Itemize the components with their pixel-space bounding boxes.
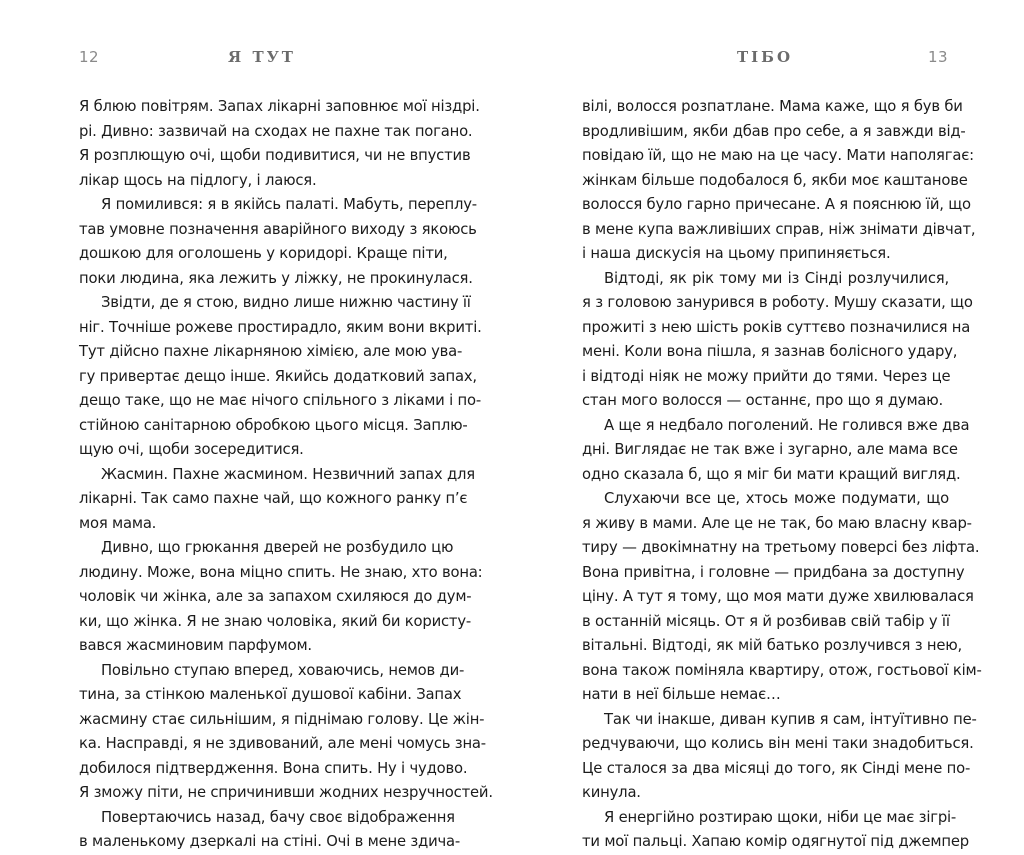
text-line: Повільно ступаю вперед, ховаючись, немов ди- bbox=[101, 661, 465, 679]
text-line: дні. Виглядає не так вже і зугарно, але мама все bbox=[582, 441, 958, 458]
running-head: ТІБО bbox=[737, 48, 794, 66]
right-page bbox=[512, 0, 1024, 850]
body-text bbox=[582, 95, 982, 855]
text-line: чоловік чи жінка, але за запахом схиляюся до дум- bbox=[79, 588, 472, 605]
text-line: я з головою занурився в роботу. Мушу сказати, що bbox=[582, 294, 973, 311]
text-line: волосся було гарно причесане. А я пояснюю їй, що bbox=[582, 196, 971, 213]
text-line: Відтоді, як рік тому ми із Сінді розлучилися, bbox=[604, 269, 949, 287]
text-line: вілі, волосся розпатлане. Мама каже, що я був би bbox=[582, 98, 963, 115]
text-line: людину. Може, вона міцно спить. Не знаю, хто вона: bbox=[79, 563, 483, 581]
text-line: одно сказала б, що я міг би мати кращий вигляд. bbox=[582, 465, 961, 483]
text-line: Слухаючи все це, хтось може подумати, що bbox=[604, 490, 949, 507]
text-line: рі. Дивно: зазвичай на сходах не пахне так погано. bbox=[79, 122, 473, 140]
text-line: повідаю їй, що не маю на це часу. Мати наполягає: bbox=[582, 147, 974, 164]
body-text bbox=[79, 95, 493, 855]
page-number: 12 bbox=[79, 48, 100, 66]
text-line: ти мої пальці. Хапаю комір одягнутої під джемпер bbox=[582, 833, 969, 850]
text-line: тина, за стінкою маленької душової кабіни. Запах bbox=[79, 686, 462, 703]
text-line: стан мого волосся — останнє, про що я думаю. bbox=[582, 392, 944, 409]
left-page bbox=[0, 0, 512, 850]
text-line: Звідти, де я стою, видно лише нижню частину її bbox=[101, 294, 471, 311]
text-line: ки, що жінка. Я не знаю чоловіка, який би користу- bbox=[79, 612, 472, 630]
text-line: Це сталося за два місяці до того, як Сінді мене по- bbox=[582, 759, 971, 777]
text-line: гу привертає дещо інше. Якийсь додатковий запах, bbox=[79, 367, 477, 385]
text-line: добилося підтвердження. Вона спить. Ну і чудово. bbox=[79, 759, 468, 777]
text-line: вітальні. Відтоді, як мій батько розлучився з нею, bbox=[582, 637, 963, 654]
text-line: вався жасминовим парфумом. bbox=[79, 637, 312, 654]
running-head: Я ТУТ bbox=[228, 48, 296, 66]
text-line: і наша дискусія на цьому припиняється. bbox=[582, 245, 891, 262]
text-line: Повертаючись назад, бачу своє відображення bbox=[101, 808, 455, 826]
text-line: вона також поміняла квартиру, отож, гостьової кім- bbox=[582, 661, 982, 679]
text-line: А ще я недбало поголений. Не голився вже два bbox=[604, 416, 970, 434]
text-line: прожиті з нею шість років суттєво позначилися на bbox=[582, 318, 971, 336]
page-number: 13 bbox=[928, 48, 949, 66]
text-line: мені. Коли вона пішла, я зазнав болісного удару, bbox=[582, 343, 958, 360]
text-line: ка. Насправді, я не здивований, але мені чомусь зна- bbox=[79, 735, 486, 752]
text-line: Я зможу піти, не спричинивши жодних незручностей. bbox=[79, 784, 493, 801]
text-line: жінкам більше подобалося б, якби моє каштанове bbox=[582, 171, 968, 189]
text-line: тав умовне позначення аварійного виходу з якоюсь bbox=[79, 220, 477, 238]
text-line: Я розплющую очі, щоби подивитися, чи не впустив bbox=[79, 147, 471, 164]
text-line: Так чи інакше, диван купив я сам, інтуїтивно пе- bbox=[604, 710, 977, 728]
text-line: щую очі, щоби зосередитися. bbox=[79, 441, 304, 458]
text-line: Я енергійно розтираю щоки, ніби це має зігрі- bbox=[604, 808, 957, 826]
text-line: тиру — двокімнатну на третьому поверсі без ліфта. bbox=[582, 539, 980, 556]
text-line: дещо таке, що не має нічого спільного з ліками і по- bbox=[79, 392, 481, 409]
text-line: Я блюю повітрям. Запах лікарні заповнює мої ніздрі. bbox=[79, 98, 480, 115]
text-line: редчуваючи, що колись він мені таки знадобиться. bbox=[582, 735, 974, 752]
text-line: лікар щось на підлогу, і лаюся. bbox=[79, 171, 317, 189]
text-line: я живу в мами. Але це не так, бо маю власну квар- bbox=[582, 514, 972, 532]
text-line: Жасмин. Пахне жасмином. Незвичний запах для bbox=[101, 465, 475, 483]
text-line: Тут дійсно пахне лікарняною хімією, але мою ува- bbox=[79, 343, 463, 360]
text-line: і відтоді ніяк не можу прийти до тями. Через це bbox=[582, 367, 951, 385]
text-line: в маленькому дзеркалі на стіні. Очі в мене здича- bbox=[79, 833, 461, 850]
text-line: Я помилився: я в якійсь палаті. Мабуть, переплу- bbox=[101, 196, 477, 213]
text-line: жасмину стає сильнішим, я піднімаю голову. Це жін- bbox=[79, 710, 485, 728]
text-line: ціну. А тут я тому, що моя мати дуже хвилювалася bbox=[582, 588, 974, 605]
text-line: ніг. Точніше рожеве простирадло, яким вони вкриті. bbox=[79, 318, 482, 336]
text-line: Дивно, що грюкання дверей не розбудило цю bbox=[101, 539, 454, 556]
text-line: вродливішим, якби дбав про себе, а я завжди від- bbox=[582, 122, 966, 140]
text-line: лікарні. Так само пахне чай, що кожного ранку п’є bbox=[79, 490, 468, 507]
text-line: поки людина, яка лежить у ліжку, не прокинулася. bbox=[79, 269, 473, 287]
text-line: в мене купа важливіших справ, ніж знімати дівчат, bbox=[582, 220, 976, 238]
text-line: моя мама. bbox=[79, 514, 157, 532]
text-line: дошкою для оголошень у коридорі. Краще піти, bbox=[79, 245, 448, 262]
text-line: стійною санітарною обробкою цього місця. Заплю- bbox=[79, 416, 468, 434]
text-line: Вона привітна, і головне — придбана за доступну bbox=[582, 563, 965, 581]
text-line: кинула. bbox=[582, 784, 641, 801]
text-line: в останній місяць. От я й розбивав свій табір у її bbox=[582, 612, 950, 630]
text-line: нати в неї більше немає… bbox=[582, 686, 781, 703]
